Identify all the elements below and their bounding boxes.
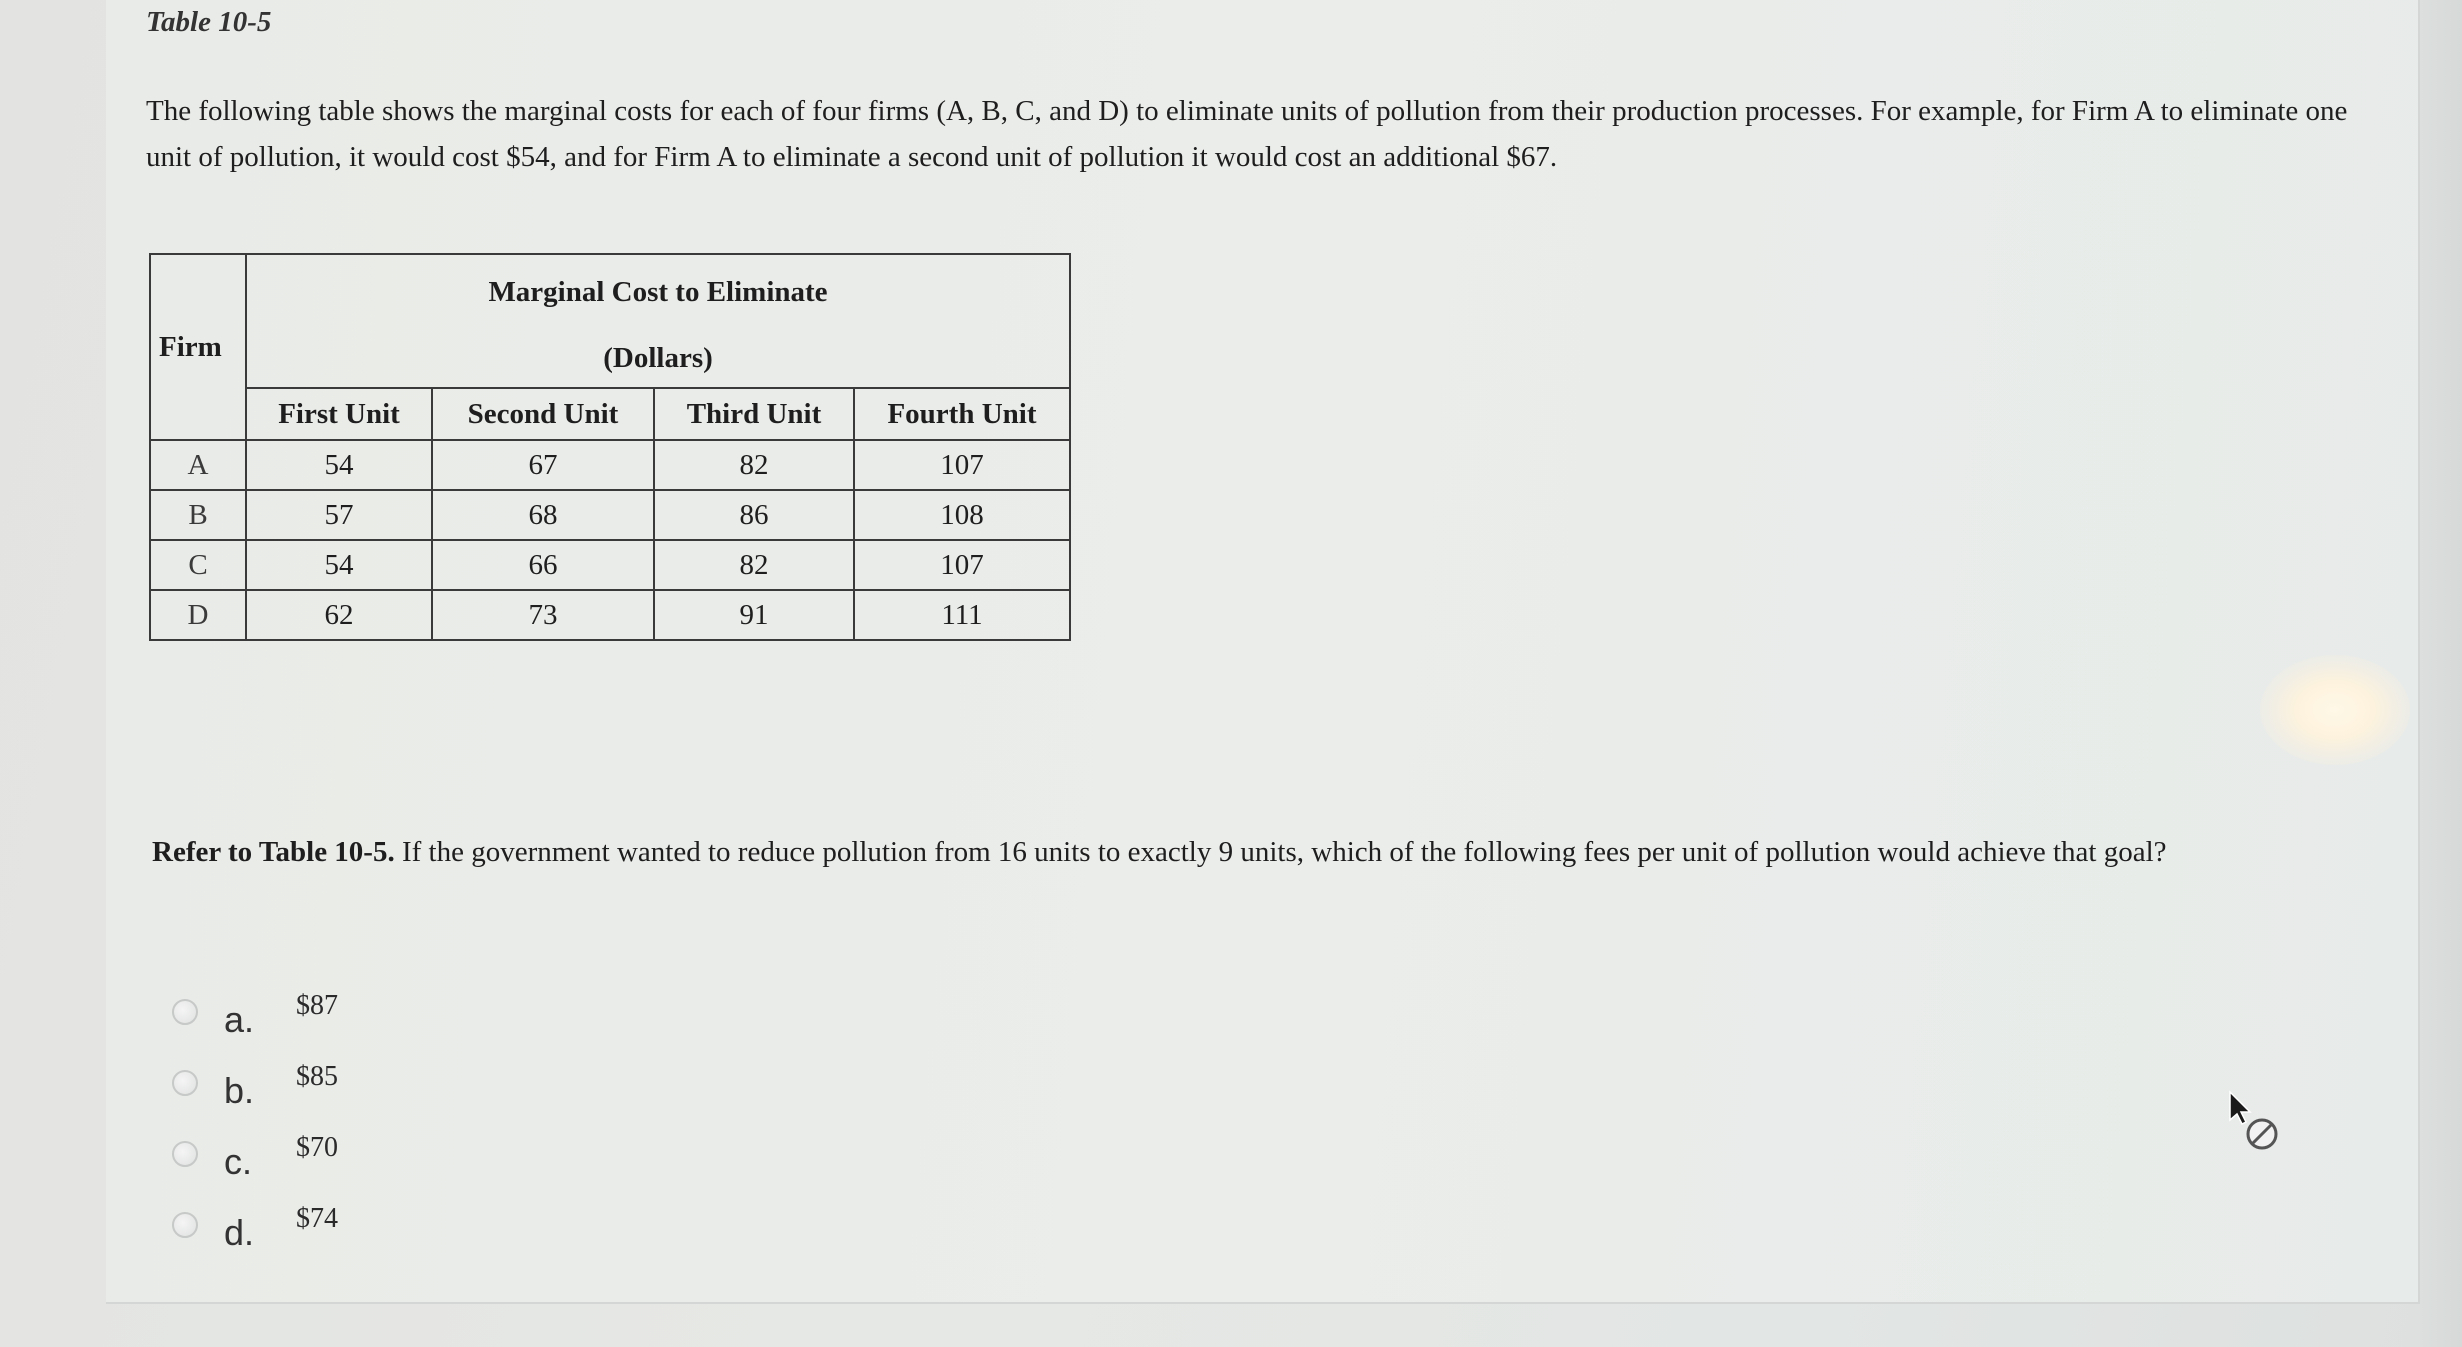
cost-cell: 86 xyxy=(654,490,854,540)
cost-cell: 68 xyxy=(432,490,654,540)
firm-cell: A xyxy=(150,440,246,490)
question-body: If the government wanted to reduce pollution from 16 units to exactly 9 units, which of the following fees per unit of pollution would achieve that goal? xyxy=(394,836,2167,868)
option-value: $70 xyxy=(296,1131,338,1163)
cost-cell: 66 xyxy=(432,540,654,590)
option-a-radio[interactable] xyxy=(172,999,198,1025)
cost-cell: 54 xyxy=(246,440,432,490)
window-edge xyxy=(2420,0,2462,1347)
option-value: $87 xyxy=(296,989,338,1021)
option-c-radio[interactable] xyxy=(172,1141,198,1167)
question-text xyxy=(152,836,2392,869)
column-header-third-unit: Third Unit xyxy=(654,388,854,440)
cost-cell: 54 xyxy=(246,540,432,590)
option-b[interactable] xyxy=(172,1047,338,1118)
cost-cell: 82 xyxy=(654,540,854,590)
option-d[interactable] xyxy=(172,1189,338,1260)
marginal-cost-table xyxy=(149,253,1071,641)
answer-options xyxy=(172,976,338,1260)
column-header-fourth-unit: Fourth Unit xyxy=(854,388,1070,440)
firm-cell: B xyxy=(150,490,246,540)
column-header-first-unit: First Unit xyxy=(246,388,432,440)
table-title: Table 10-5 xyxy=(146,6,272,38)
cost-cell: 107 xyxy=(854,540,1070,590)
firm-cell: D xyxy=(150,590,246,640)
table-row xyxy=(150,540,1070,590)
cost-cell: 62 xyxy=(246,590,432,640)
cost-cell: 67 xyxy=(432,440,654,490)
intro-paragraph: The following table shows the marginal costs for each of four firms (A, B, C, and D) to eliminate units of pollution from their production processes. For example, for Firm A to eliminate one unit of pollution, it would cost $54, and for Firm A to eliminate a second unit of pollution it would cost an additional $67. xyxy=(146,95,2348,173)
cost-cell: 108 xyxy=(854,490,1070,540)
option-value: $85 xyxy=(296,1060,338,1092)
cost-cell: 57 xyxy=(246,490,432,540)
option-letter: b. xyxy=(224,1069,255,1111)
option-d-radio[interactable] xyxy=(172,1212,198,1238)
cost-cell: 73 xyxy=(432,590,654,640)
not-allowed-cursor-icon xyxy=(2224,1090,2280,1152)
column-header-second-unit: Second Unit xyxy=(432,388,654,440)
screen-glare xyxy=(2260,655,2410,765)
cost-cell: 107 xyxy=(854,440,1070,490)
cost-cell: 91 xyxy=(654,590,854,640)
table-row xyxy=(150,440,1070,490)
option-c[interactable] xyxy=(172,1118,338,1189)
option-letter: c. xyxy=(224,1140,253,1182)
option-a[interactable] xyxy=(172,976,338,1047)
group-header-line2: (Dollars) xyxy=(603,342,713,374)
table-row xyxy=(150,590,1070,640)
option-b-radio[interactable] xyxy=(172,1070,198,1096)
cost-cell: 82 xyxy=(654,440,854,490)
table-row xyxy=(150,490,1070,540)
option-value: $74 xyxy=(296,1202,338,1234)
question-panel xyxy=(106,0,2420,1304)
firm-cell: C xyxy=(150,540,246,590)
question-reference: Refer to Table 10-5. xyxy=(152,836,395,868)
cost-cell: 111 xyxy=(854,590,1070,640)
option-letter: d. xyxy=(224,1211,255,1253)
option-letter: a. xyxy=(224,998,255,1040)
marginal-cost-group-header xyxy=(246,254,1070,388)
group-header-line1: Marginal Cost to Eliminate xyxy=(488,276,828,308)
firm-column-header: Firm xyxy=(150,254,246,440)
